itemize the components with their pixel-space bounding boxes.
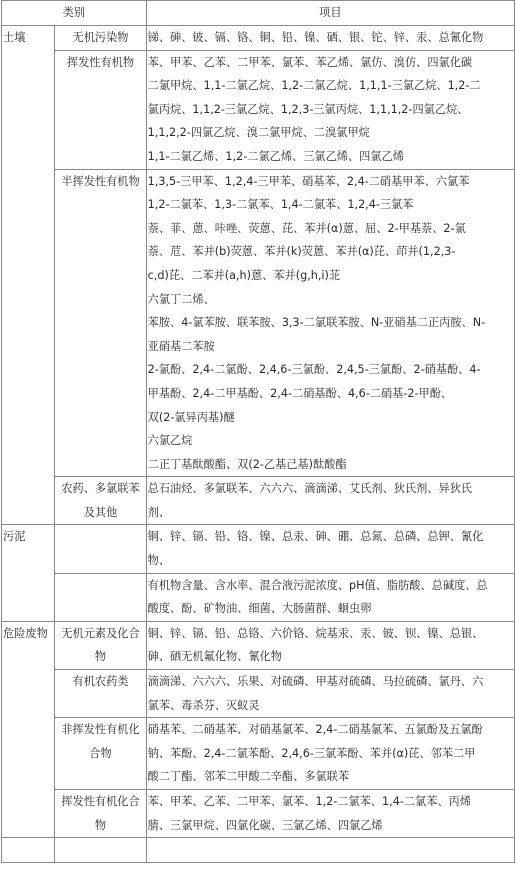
items-cell (146, 790, 514, 838)
header-items: 项目 (146, 1, 514, 26)
category-hazardous-waste: 危险废物 (2, 621, 55, 837)
subcategory-cell: 有机农药类 (55, 670, 146, 718)
items-cell (146, 525, 514, 573)
items-line: 钠、苯酚、2,4-二氯苯酚、2,4,6-三氯苯酚、苯并(α)芘、邻苯二甲 (147, 746, 476, 760)
empty-row (2, 838, 515, 863)
table-row (2, 169, 515, 477)
items-line: 剂、 (147, 505, 171, 519)
table-row (2, 670, 515, 718)
items-line: c,d)芘、二苯并(a,h)蒽、苯并(g,h,i)苝 (147, 268, 341, 282)
items-cell (146, 169, 514, 477)
table-row (2, 477, 515, 525)
table-row (2, 50, 515, 169)
items-line: 双(2-氯异丙基)醚 (147, 410, 235, 424)
items-cell (146, 573, 514, 621)
table-row (2, 718, 515, 790)
items-line: 1,2-二氯苯、1,3-二氯苯、1,4-二氯苯、1,2,4-三氯苯 (147, 198, 414, 212)
items-cell (146, 670, 514, 718)
table-row (2, 621, 515, 669)
items-line: 氯苯、毒杀芬、灭蚁灵 (147, 698, 260, 712)
items-line: 铜、锌、镉、铅、总铬、六价铬、烷基汞、汞、铍、钡、镍、总银、 (147, 626, 484, 640)
items-line: 硝基苯、二硝基苯、对硝基氯苯、2,4-二硝基氯苯、五氯酚及五氯酚 (147, 723, 483, 737)
subcategory-cell: 非挥发性有机化合物 (55, 718, 146, 790)
items-line: 总石油烃、多氯联苯、六六六、滴滴涕、艾氏剂、狄氏剂、异狄氏 (147, 482, 473, 496)
items-line: 酸二丁酯、邻苯二甲酸二辛酯、多氯联苯 (147, 770, 350, 784)
items-line: 物、 (147, 554, 171, 568)
items-line: 有机物含量、含水率、混合液污泥浓度、pH值、脂肪酸、总碱度、总 (147, 578, 488, 592)
subcategory-cell: 无机污染物 (55, 26, 146, 51)
items-line: 苯、甲苯、乙苯、二甲苯、氯苯、苯乙烯、氯仿、溴仿、四氯化碳 (147, 55, 473, 69)
empty-cell (146, 838, 514, 863)
subcategory-cell: 无机元素及化合物 (55, 621, 146, 669)
items-line: 铜、锌、镉、铅、铬、镍、总汞、砷、硼、总氮、总磷、总钾、氰化 (147, 530, 484, 544)
items-line: 甲基酚、2,4-二甲基酚、2,4-二硝基酚、4,6-二硝基-2-甲酚、 (147, 386, 453, 400)
items-line: 滴滴涕、六六六、乐果、对硫磷、甲基对硫磷、马拉硫磷、氯丹、六 (147, 675, 484, 689)
items-line: 六氯丁二烯、 (147, 292, 215, 306)
items-cell (146, 477, 514, 525)
items-line: 萘、苊、苯并(b)荧蒽、苯并(k)荧蒽、苯并(α)芘、茚并(1,2,3- (147, 245, 456, 259)
items-cell (146, 621, 514, 669)
empty-cell (55, 838, 146, 863)
items-line: 1,1,2,2-四氯乙烷、溴二氯甲烷、二溴氯甲烷 (147, 126, 370, 140)
header-row (2, 1, 515, 26)
items-line: 1,3,5-三甲苯、1,2,4-三甲苯、硝基苯、2,4-二硝基甲苯、六氯苯 (147, 174, 470, 188)
subcategory-cell: 挥发性有机物 (55, 50, 146, 169)
items-line: 六氯乙烷 (147, 434, 193, 448)
subcategory-cell (55, 573, 146, 621)
items-line: 氯丙烷、1,1,2-三氯乙烷、1,2,3-三氯丙烷、1,1,1,2-四氯乙烷、 (147, 102, 469, 116)
items-cell (146, 718, 514, 790)
monitoring-items-table (1, 0, 515, 863)
items-line: 2-氯酚、2,4-二氯酚、2,4,6-三氯酚、2,4,5-三氯酚、2-硝基酚、4- (147, 363, 481, 377)
category-soil: 土壤 (2, 26, 55, 525)
table-row (2, 573, 515, 621)
items-cell (146, 26, 514, 51)
subcategory-cell: 农药、多氯联苯及其他 (55, 477, 146, 525)
header-category: 类别 (2, 1, 147, 26)
items-line: 二正丁基酞酸酯、双(2-乙基己基)酞酸酯 (147, 457, 347, 471)
items-line: 砷、硒无机氟化物、氰化物 (147, 650, 282, 664)
table-row (2, 790, 515, 838)
items-line: 锑、砷、铍、镉、铬、铜、铅、镍、硒、银、铊、锌、汞、总氰化物 (147, 31, 484, 44)
items-line: 腈、三氯甲烷、四氯化碳、三氯乙烯、四氯乙烯 (147, 818, 383, 832)
items-line: 1,1-二氯乙烯、1,2-二氯乙烯、三氯乙烯、四氯乙烯 (147, 149, 404, 163)
items-line: 苯、甲苯、乙苯、二甲苯、氯苯、1,2-二氯苯、1,4-二氯苯、丙烯 (147, 795, 472, 808)
subcategory-cell (55, 525, 146, 573)
items-line: 苯胺、4-氯苯胺、联苯胺、3,3-二氯联苯胺、N-亚硝基二正丙胺、N- (147, 316, 486, 330)
empty-cell (2, 838, 55, 863)
category-sludge: 污泥 (2, 525, 55, 621)
items-line: 二氯甲烷、1,1-二氯乙烷、1,2-二氯乙烷、1,1,1-三氯乙烷、1,2-二 (147, 79, 481, 93)
subcategory-cell: 半挥发性有机物 (55, 169, 146, 477)
items-line: 萘、菲、蒽、咔唑、荧蒽、芘、苯并(α)蒽、屈、2-甲基萘、2-氯 (147, 221, 466, 235)
subcategory-cell: 挥发性有机化合物 (55, 790, 146, 838)
items-line: 亚硝基二苯胺 (147, 339, 215, 353)
table-row (2, 26, 515, 51)
items-line: 酸度、酚、矿物油、细菌、大肠菌群、蛔虫卵 (147, 602, 372, 616)
table-row (2, 525, 515, 573)
items-cell (146, 50, 514, 169)
